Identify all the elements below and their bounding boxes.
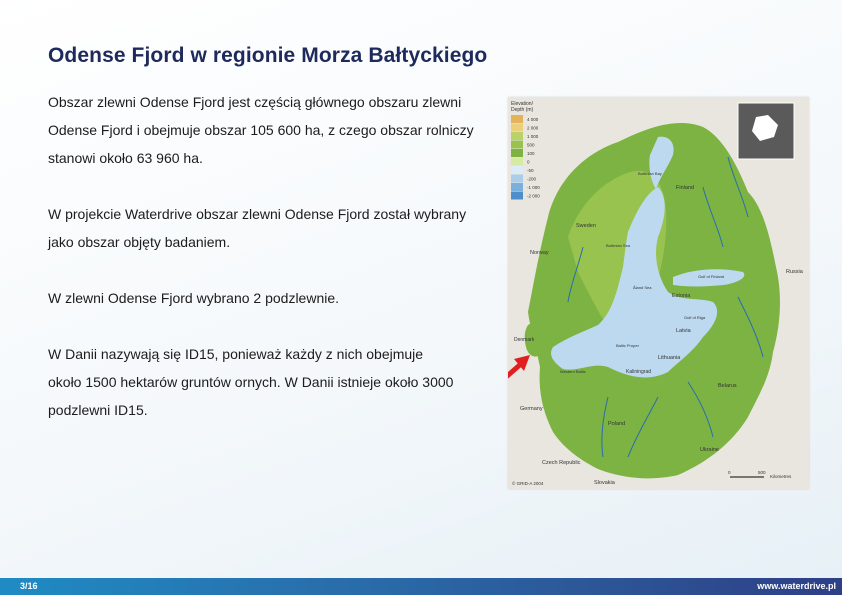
label-lithuania: Lithuania: [658, 355, 681, 361]
paragraph-id15: [48, 340, 488, 424]
label-germany: Germany: [520, 406, 543, 412]
scale-unit: Kilometres: [770, 474, 792, 479]
text-line: podzlewni ID15.: [48, 402, 148, 418]
label-norway: Norway: [530, 250, 549, 256]
label-finland: Finland: [676, 185, 695, 191]
legend-swatch: [511, 149, 523, 157]
label-bothnian-sea: Bothnian Sea: [606, 243, 631, 248]
legend-label: -200: [527, 176, 537, 182]
legend-swatch: [511, 158, 523, 166]
slide-title: Odense Fjord w regionie Morza Bałtyckiego: [48, 44, 488, 67]
label-kaliningrad: Kaliningrad: [626, 369, 652, 375]
label-russia: Russia: [786, 269, 803, 275]
label-gulf-of-riga: Gulf of Riga: [684, 315, 706, 320]
paragraph-subcatchments: [48, 284, 488, 312]
baltic-sea-map: [508, 97, 809, 489]
text-line: W zlewni Odense Fjord wybrano 2 podzlewnie.: [48, 290, 340, 306]
legend-label: -1 000: [527, 185, 540, 190]
legend-label: 4 000: [527, 117, 539, 122]
body-text: [48, 88, 488, 452]
label-slovakia: Slovakia: [594, 480, 615, 486]
label-czech-republic: Czech Republic: [542, 460, 581, 466]
label-western-baltic: Western Baltic: [560, 369, 586, 374]
legend-label: 1 000: [527, 134, 539, 139]
label-denmark: Denmark: [514, 337, 535, 343]
text-line: Obszar zlewni Odense Fjord jest częścią głównego obszaru zlewni: [48, 94, 462, 110]
label-ukraine: Ukraine: [700, 447, 719, 453]
legend-swatch: [511, 141, 523, 149]
legend-swatch: [511, 166, 523, 174]
legend-subtitle: Depth (m): [511, 107, 534, 113]
label-poland: Poland: [608, 421, 626, 427]
page-number: 3/16: [20, 581, 38, 591]
label-gulf-of-finland: Gulf of Finland: [698, 274, 725, 279]
label-aland-sea: Åland Sea: [633, 285, 652, 290]
label-sweden: Sweden: [576, 223, 596, 229]
legend-swatch: [511, 132, 523, 140]
legend-label: 2 000: [527, 125, 539, 131]
legend-label: 500: [527, 142, 535, 148]
scale-500: 500: [758, 470, 766, 475]
legend-swatch: [511, 175, 523, 183]
legend-label: -50: [527, 168, 534, 173]
text-line: jako obszar objęty badaniem.: [48, 234, 231, 250]
paragraph-study-area: [48, 200, 488, 256]
legend-label: -2 000: [527, 193, 540, 199]
label-estonia: Estonia: [672, 293, 691, 299]
footer-bar: [0, 578, 842, 595]
text-line: Odense Fjord i obejmuje obszar 105 600 ha, z czego obszar rolniczy: [48, 122, 474, 138]
map-svg: [508, 97, 809, 489]
map-copyright: © GRID-A 2004: [512, 481, 544, 486]
text-line: stanowi około 63 960 ha.: [48, 150, 203, 166]
legend-label: 0: [527, 159, 530, 165]
legend-label: 100: [527, 151, 535, 156]
legend-swatch: [511, 124, 523, 132]
legend-swatch: [511, 115, 523, 123]
legend-swatch: [511, 192, 523, 200]
text-line: około 1500 hektarów gruntów ornych. W Danii istnieje około 3000: [48, 374, 454, 390]
paragraph-catchment-area: [48, 88, 488, 172]
text-line: W Danii nazywają się ID15, ponieważ każdy z nich obejmuje: [48, 346, 424, 362]
scale-zero: 0: [728, 470, 731, 475]
label-bothnian-bay: Bothnian Bay: [638, 171, 662, 176]
text-line: W projekcie Waterdrive obszar zlewni Odense Fjord został wybrany: [48, 206, 467, 222]
legend-title: Elevation/: [511, 101, 533, 107]
label-latvia: Latvia: [676, 328, 691, 334]
label-baltic-proper: Baltic Proper: [616, 343, 639, 348]
legend-swatch: [511, 183, 523, 191]
website-link[interactable]: www.waterdrive.pl: [757, 581, 836, 591]
label-belarus: Belarus: [718, 383, 737, 389]
